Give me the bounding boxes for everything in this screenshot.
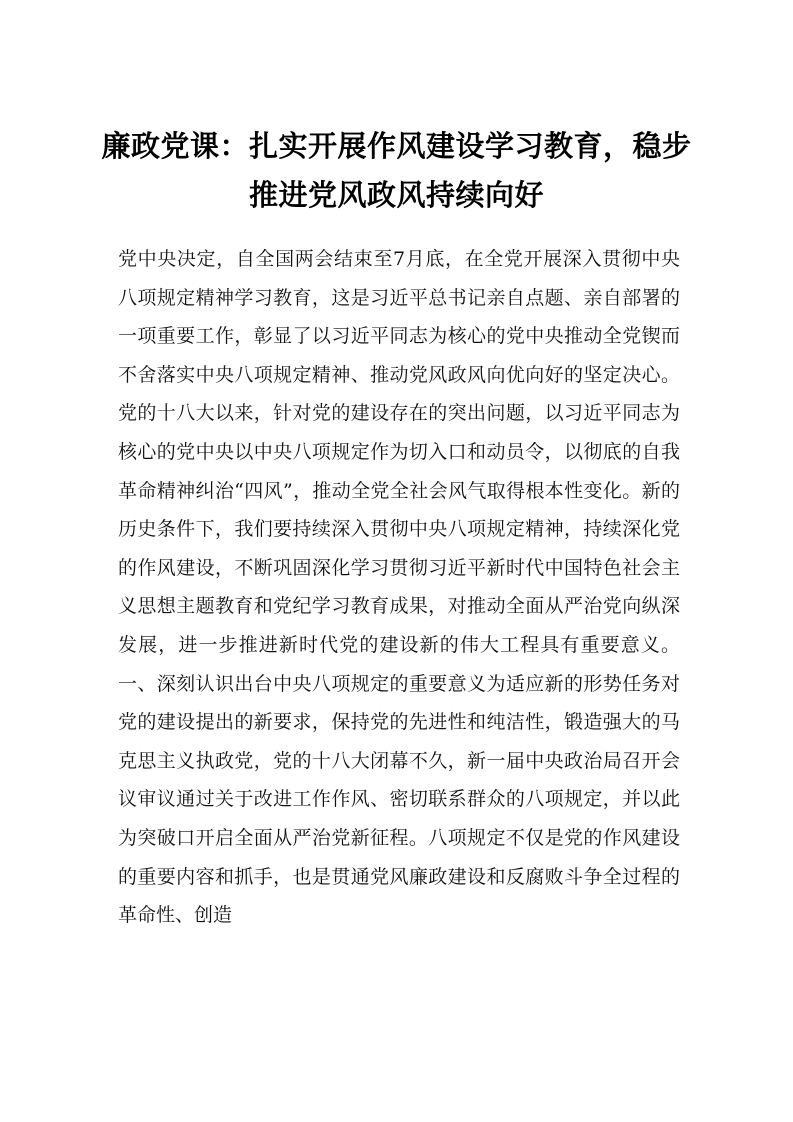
document-title: 廉政党课：扎实开展作风建设学习教育，稳步推进党风政风持续向好 [101, 129, 692, 212]
document-body-paragraph: 党中央决定，自全国两会结束至7月底，在全党开展深入贯彻中央八项规定精神学习教育，这是习近平总书记亲自点题、亲自部署的一项重要工作，彰显了以习近平同志为核心的党中央推动全党锲而不舍落实中央八项规定精神、推动党风政风向优向好的坚定决心。党的十八大以来，针对党的建设存在的突出问题，以习近平同志为核心的党中央以中央八项规定作为切入口和动员令，以彻底的自我革命精神纠治“四风”，推动全党全社会风气取得根本性变化。新的历史条件下，我们要持续深入贯彻中央八项规定精神，持续深化党的作风建设，不断巩固深化学习贯彻习近平新时代中国特色社会主义思想主题教育和党纪学习教育成果，对推动全面从严治党向纵深发展，进一步推进新时代党的建设新的伟大工程具有重要意义。一、深刻认识出台中央八项规定的重要意义为适应新的形势任务对党的建设提出的新要求，保持党的先进性和纯洁性，锻造强大的马克思主义执政党，党的十八大闭幕不久，新一届中央政治局召开会议审议通过关于改进工作作风、密切联系群众的八项规定，并以此为突破口开启全面从严治党新征程。八项规定不仅是党的作风建设的重要内容和抓手，也是贯通党风廉政建设和反腐败斗争全过程的革命性、创造 [118, 248, 680, 927]
